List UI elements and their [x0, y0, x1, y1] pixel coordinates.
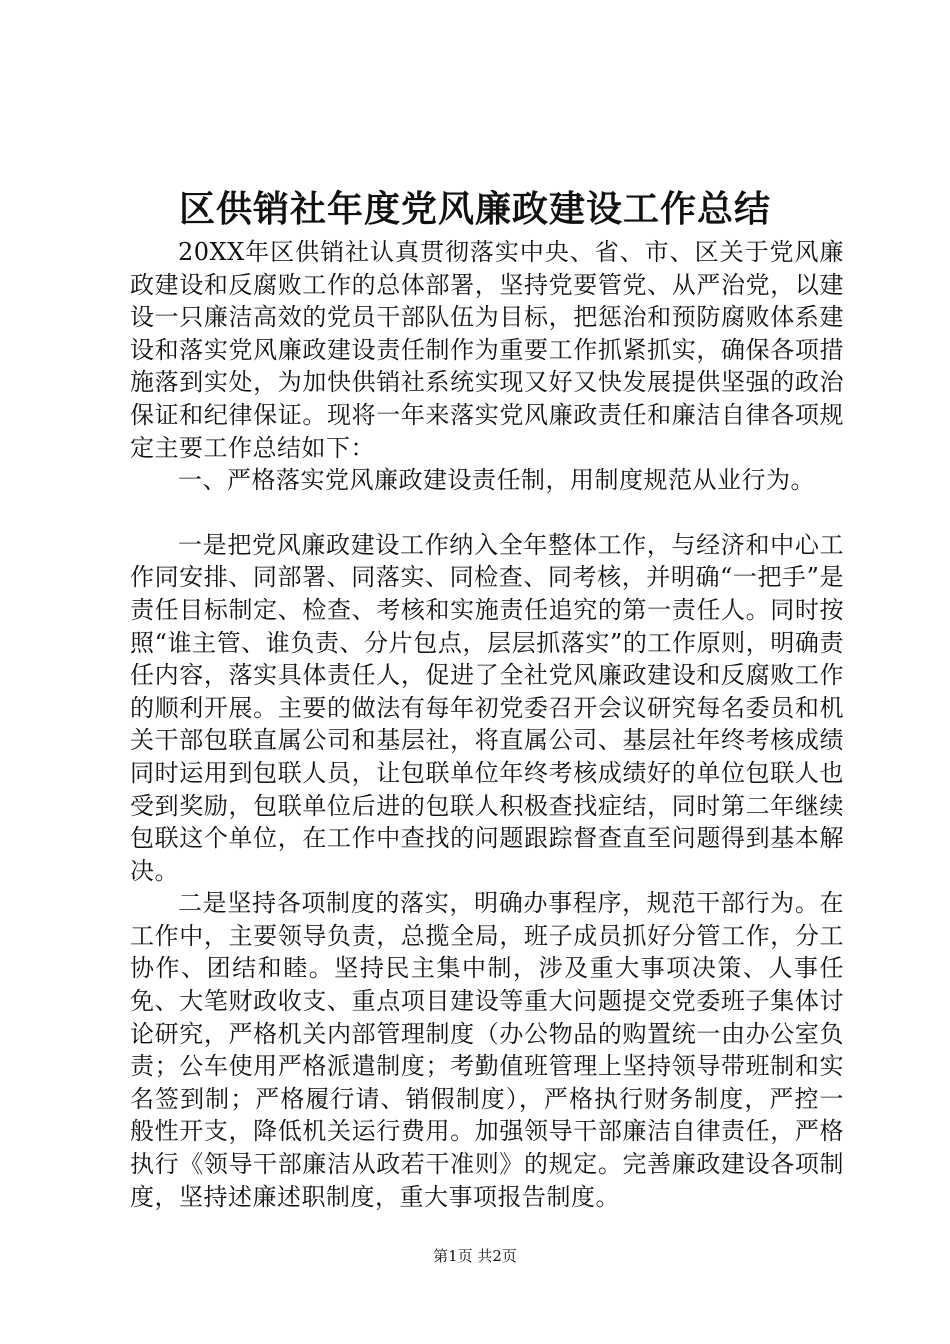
document-body	[130, 236, 844, 1213]
paragraph-spacer	[130, 497, 844, 529]
intro-paragraph: 20XX年区供销社认真贯彻落实中央、省、市、区关于党风廉政建设和反腐败工作的总体部署，坚持党要管党、从严治党，以建设一只廉洁高效的党员干部队伍为目标，把惩治和预防腐败体系建设和落实党风廉政建设责任制作为重要工作抓紧抓实，确保各项措施落到实处，为加快供销社系统实现又好又快发展提供坚强的政治保证和纪律保证。现将一年来落实党风廉政责任和廉洁自律各项规定主要工作总结如下：	[130, 238, 844, 462]
body-paragraph: 一是把党风廉政建设工作纳入全年整体工作，与经济和中心工作同安排、同部署、同落实、同检查、同考核，并明确“一把手”是责任目标制定、检查、考核和实施责任追究的第一责任人。同时按照“谁主管、谁负责、分片包点，层层抓落实”的工作原则，明确责任内容，落实具体责任人，促进了全社党风廉政建设和反腐败工作的顺利开展。主要的做法有每年初党委召开会议研究每名委员和机关干部包联直属公司和基层社，将直属公司、基层社年终考核成绩同时运用到包联人员，让包联单位年终考核成绩好的单位包联人也受到奖励，包联单位后进的包联人积极查找症结，同时第二年继续包联这个单位，在工作中查找的问题跟踪督查直至问题得到基本解决。	[130, 530, 844, 885]
page-footer: 第1页 共2页	[433, 1247, 517, 1265]
body-paragraph: 二是坚持各项制度的落实，明确办事程序，规范干部行为。在工作中，主要领导负责，总揽全局，班子成员抓好分管工作，分工协作、团结和睦。坚持民主集中制，涉及重大事项决策、人事任免、大笔财政收支、重点项目建设等重大问题提交党委班子集体讨论研究，严格机关内部管理制度（办公物品的购置统一由办公室负责；公车使用严格派遣制度；考勤值班管理上坚持领导带班制和实名签到制；严格履行请、销假制度），严格执行财务制度，严控一般性开支，降低机关运行费用。加强领导干部廉洁自律责任，严格执行《领导干部廉洁从政若干准则》的规定。完善廉政建设各项制度，坚持述廉述职制度，重大事项报告制度。	[130, 889, 844, 1211]
document-title: 区供销社年度党风廉政建设工作总结	[178, 188, 771, 230]
section-heading: 一、严格落实党风廉政建设责任制，用制度规范从业行为。	[178, 466, 815, 495]
